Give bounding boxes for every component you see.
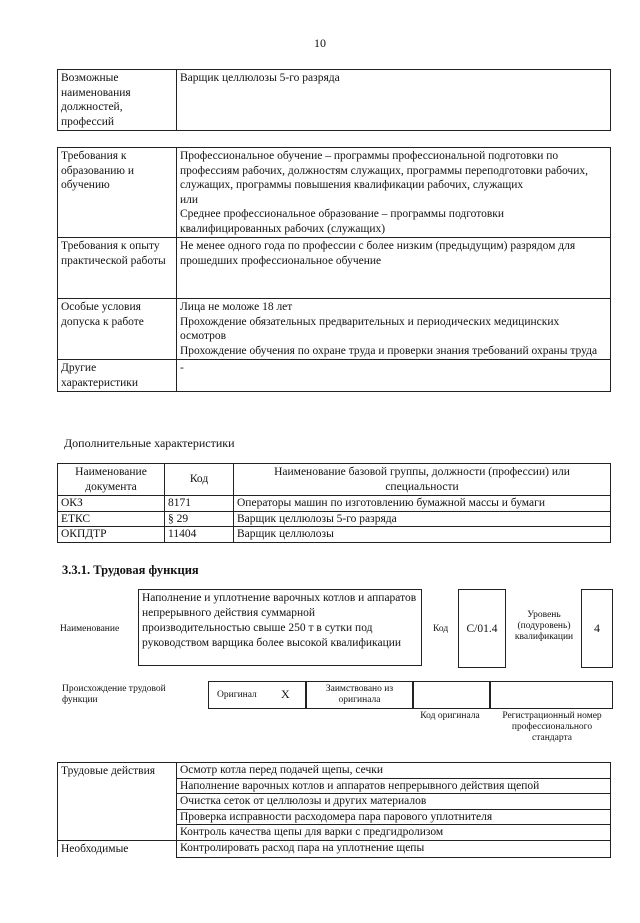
header-name: Наименование базовой группы, должности (профессии) или специальности — [234, 464, 611, 496]
requirements-row-experience — [58, 238, 611, 299]
function-code-value: C/01.4 — [466, 622, 498, 635]
other-label: Другие характеристики — [58, 360, 177, 392]
classifiers-table — [57, 463, 611, 543]
function-name-label: Наименование — [60, 624, 120, 634]
conditions-value: Лица не моложе 18 лет Прохождение обязательных предварительных и периодических медицинских осмотров Прохождение обучения по охране труда и проверки знания требований охраны труда — [177, 299, 611, 360]
actions-label: Трудовые действия — [58, 763, 177, 841]
cell-doc: ОКЗ — [58, 496, 165, 512]
origin-code-cell — [412, 681, 491, 709]
origin-reg-caption: Регистрационный номер профессионального стандарта — [502, 711, 602, 743]
additional-title: Дополнительные характеристики — [64, 436, 235, 450]
table-row — [58, 496, 611, 512]
positions-table — [57, 69, 611, 131]
cell-code: § 29 — [165, 511, 234, 527]
origin-code-caption: Код оригинала — [420, 711, 480, 721]
function-level-label: Уровень (подуровень) квалификации — [514, 610, 574, 642]
function-level-value: 4 — [594, 621, 600, 635]
table-row — [58, 840, 611, 857]
cell-doc: ОКПДТР — [58, 527, 165, 543]
section-title: 3.3.1. Трудовая функция — [62, 563, 199, 577]
cell-name: Варщик целлюлозы 5-го разряда — [234, 511, 611, 527]
cell-doc: ЕТКС — [58, 511, 165, 527]
cell-name: Варщик целлюлозы — [234, 527, 611, 543]
requirements-row-education — [58, 148, 611, 238]
positions-value: Варщик целлюлозы 5-го разряда — [177, 70, 611, 131]
positions-label: Возможные наименования должностей, профессий — [58, 70, 177, 131]
table-row — [58, 511, 611, 527]
origin-original-label: Оригинал — [217, 690, 257, 700]
requirements-row-other — [58, 360, 611, 392]
origin-borrowed-cell — [305, 681, 414, 709]
requirements-table — [57, 147, 611, 392]
origin-original-mark: X — [281, 687, 290, 701]
requirements-row-conditions — [58, 299, 611, 360]
education-value: Профессиональное обучение – программы профессиональной подготовки по профессиям рабочих, должностям служащих, программы переподготовки рабочих, служащих, программы повышения квалификации рабочих, служащих или Среднее профессиональное образование – программы подготовки квалифицированных рабочих (служащих) — [177, 148, 611, 238]
header-document: Наименование документа — [58, 464, 165, 496]
experience-label: Требования к опыту практической работы — [58, 238, 177, 299]
other-value: - — [177, 360, 611, 392]
origin-borrowed-label: Заимствовано из оригинала — [325, 684, 394, 705]
function-level-box — [581, 589, 613, 668]
list-item: Очистка сеток от целлюлозы и других материалов — [177, 794, 611, 810]
list-item: Контролировать расход пара на уплотнение щепы — [177, 840, 611, 857]
conditions-label: Особые условия допуска к работе — [58, 299, 177, 360]
origin-reg-cell — [489, 681, 613, 709]
experience-value: Не менее одного года по профессии с более низким (предыдущим) разрядом для прошедших профессиональное обучение — [177, 238, 611, 299]
function-code-box — [458, 589, 506, 668]
cell-name: Операторы машин по изготовлению бумажной массы и бумаги — [234, 496, 611, 512]
origin-label: Происхождение трудовой функции — [62, 684, 166, 705]
function-code-label: Код — [433, 624, 449, 634]
function-name-box — [138, 589, 422, 666]
table-row — [58, 763, 611, 779]
list-item: Контроль качества щепы для варки с предгидролизом — [177, 825, 611, 841]
education-label: Требования к образованию и обучению — [58, 148, 177, 238]
header-code: Код — [165, 464, 234, 496]
table-row — [58, 527, 611, 543]
classifiers-header-row — [58, 464, 611, 496]
skills-label: Необходимые — [58, 840, 177, 857]
cell-code: 8171 — [165, 496, 234, 512]
list-item: Осмотр котла перед подачей щепы, сечки — [177, 763, 611, 779]
work-actions-table — [57, 762, 611, 858]
cell-code: 11404 — [165, 527, 234, 543]
page-number: 10 — [314, 36, 326, 50]
origin-original-cell — [208, 681, 307, 709]
list-item: Проверка исправности расходомера пара парового уплотнителя — [177, 809, 611, 825]
function-name-value: Наполнение и уплотнение варочных котлов и аппаратов непрерывного действия суммарной производительностью свыше 250 т в сутки под руководством варщика более высокой квалификации — [142, 592, 417, 649]
list-item: Наполнение варочных котлов и аппаратов непрерывного действия щепой — [177, 778, 611, 794]
